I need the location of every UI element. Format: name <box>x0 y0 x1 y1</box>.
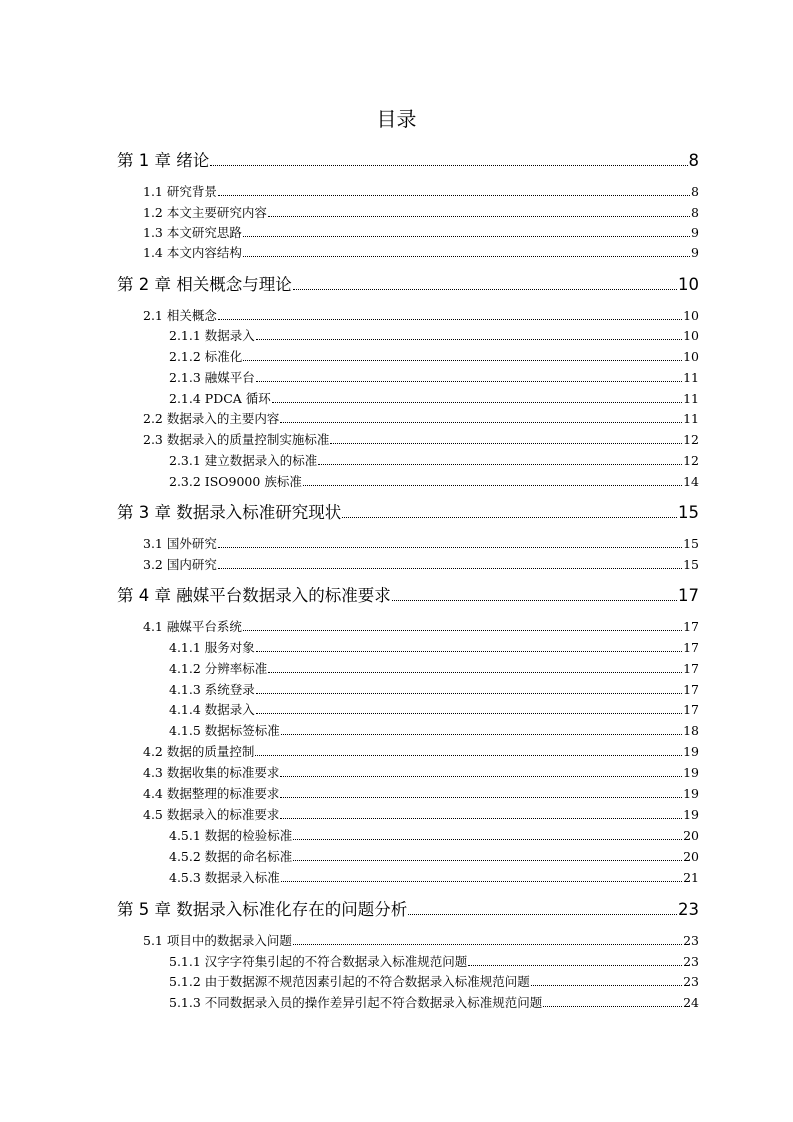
toc-entry[interactable] <box>169 721 699 739</box>
toc-entry-label: 4.1 融媒平台系统 <box>143 619 242 634</box>
toc-leader-dots <box>281 733 682 735</box>
toc-entry-page: 20 <box>683 849 699 864</box>
toc-leader-dots <box>531 984 682 986</box>
toc-leader-dots <box>268 671 682 673</box>
toc-leader-dots <box>318 463 682 465</box>
toc-entry-page: 10 <box>683 349 699 364</box>
toc-entry-page: 12 <box>683 432 699 447</box>
toc-entry[interactable] <box>143 409 699 427</box>
toc-entry-page: 14 <box>683 474 699 489</box>
toc-leader-dots <box>256 338 682 340</box>
toc-leader-dots <box>243 629 682 631</box>
toc-entry-label: 1.2 本文主要研究内容 <box>143 205 267 220</box>
toc-entry-page: 19 <box>683 744 699 759</box>
toc-leader-dots <box>293 838 682 840</box>
toc-entry-label: 4.5.2 数据的命名标准 <box>169 849 293 864</box>
toc-leader-dots <box>218 318 682 320</box>
toc-entry-label: 第 2 章 相关概念与理论 <box>117 275 292 294</box>
toc-entry-page: 11 <box>683 411 699 426</box>
toc-leader-dots <box>293 288 677 290</box>
toc-entry-page: 17 <box>683 640 699 655</box>
toc-leader-dots <box>218 567 682 569</box>
toc-leader-dots <box>293 943 682 945</box>
toc-entry[interactable] <box>169 347 699 365</box>
toc-entry[interactable] <box>169 993 699 1011</box>
toc-entry-page: 17 <box>683 702 699 717</box>
toc-entry[interactable] <box>169 847 699 865</box>
toc-entry[interactable] <box>143 784 699 802</box>
toc-leader-dots <box>280 796 682 798</box>
toc-entry-label: 4.2 数据的质量控制 <box>143 744 255 759</box>
toc-leader-dots <box>243 359 682 361</box>
toc-leader-dots <box>243 255 690 257</box>
toc-entry[interactable] <box>117 499 699 523</box>
toc-entry[interactable] <box>143 763 699 781</box>
toc-leader-dots <box>303 484 682 486</box>
toc-entry-page: 9 <box>691 225 699 240</box>
toc-entry-label: 2.3.2 ISO9000 族标准 <box>169 474 302 489</box>
toc-entry-page: 20 <box>683 828 699 843</box>
toc-entry-label: 3.2 国内研究 <box>143 557 217 572</box>
toc-leader-dots <box>218 546 682 548</box>
toc-entry[interactable] <box>143 534 699 552</box>
toc-entry-label: 第 3 章 数据录入标准研究现状 <box>117 503 342 522</box>
toc-entry[interactable] <box>143 203 699 221</box>
toc-leader-dots <box>293 859 682 861</box>
toc-entry[interactable] <box>169 659 699 677</box>
toc-entry[interactable] <box>143 742 699 760</box>
toc-entry-page: 15 <box>683 557 699 572</box>
toc-entry-label: 4.1.1 服务对象 <box>169 640 255 655</box>
toc-entry[interactable] <box>143 243 699 261</box>
toc-entry-page: 15 <box>683 536 699 551</box>
toc-entry[interactable] <box>169 368 699 386</box>
toc-leader-dots <box>272 401 682 403</box>
toc-entry-label: 2.1.1 数据录入 <box>169 328 255 343</box>
toc-entry-page: 17 <box>683 682 699 697</box>
toc-entry[interactable] <box>143 430 699 448</box>
toc-entry[interactable] <box>117 271 699 295</box>
toc-entry-page: 17 <box>683 661 699 676</box>
toc-entry-label: 2.2 数据录入的主要内容 <box>143 411 280 426</box>
toc-entry-label: 4.1.3 系统登录 <box>169 682 255 697</box>
toc-entry-label: 5.1.2 由于数据源不规范因素引起的不符合数据录入标准规范问题 <box>169 974 530 989</box>
toc-leader-dots <box>280 421 682 423</box>
toc-entry-label: 第 1 章 绪论 <box>117 151 210 170</box>
toc-entry-label: 4.3 数据收集的标准要求 <box>143 765 280 780</box>
toc-leader-dots <box>543 1005 682 1007</box>
toc-entry[interactable] <box>169 472 699 490</box>
toc-entry[interactable] <box>169 451 699 469</box>
toc-leader-dots <box>281 880 682 882</box>
toc-entry-label: 2.3.1 建立数据录入的标准 <box>169 453 318 468</box>
toc-entry-page: 9 <box>691 245 699 260</box>
toc-entry-page: 11 <box>683 391 699 406</box>
toc-leader-dots <box>342 516 677 518</box>
toc-entry-label: 3.1 国外研究 <box>143 536 217 551</box>
toc-leader-dots <box>330 442 682 444</box>
toc-leader-dots <box>280 817 682 819</box>
toc-entry[interactable] <box>117 582 699 606</box>
toc-entry-page: 17 <box>678 586 699 605</box>
toc-entry-page: 10 <box>683 328 699 343</box>
toc-entry[interactable] <box>117 896 699 920</box>
toc-entry-page: 11 <box>683 370 699 385</box>
toc-entry[interactable] <box>143 182 699 200</box>
toc-entry[interactable] <box>169 826 699 844</box>
toc-entry[interactable] <box>169 972 699 990</box>
toc-entry[interactable] <box>143 223 699 241</box>
toc-leader-dots <box>280 775 682 777</box>
toc-entry-label: 4.4 数据整理的标准要求 <box>143 786 280 801</box>
toc-entry-label: 5.1.3 不同数据录入员的操作差异引起不符合数据录入标准规范问题 <box>169 995 543 1010</box>
toc-entry-page: 23 <box>683 954 699 969</box>
toc-entry-label: 4.5 数据录入的标准要求 <box>143 807 280 822</box>
toc-entry[interactable] <box>169 638 699 656</box>
toc-entry-page: 19 <box>683 807 699 822</box>
toc-leader-dots <box>255 754 682 756</box>
toc-leader-dots <box>256 712 682 714</box>
toc-entry-page: 23 <box>683 974 699 989</box>
toc-entry-label: 4.1.4 数据录入 <box>169 702 255 717</box>
toc-entry-page: 23 <box>683 933 699 948</box>
toc-entry-label: 2.1.4 PDCA 循环 <box>169 391 271 406</box>
toc-entry[interactable] <box>143 555 699 573</box>
toc-entry-label: 第 4 章 融媒平台数据录入的标准要求 <box>117 586 391 605</box>
toc-leader-dots <box>210 164 687 166</box>
toc-leader-dots <box>256 380 682 382</box>
toc-entry-label: 1.4 本文内容结构 <box>143 245 242 260</box>
toc-entry-page: 17 <box>683 619 699 634</box>
toc-entry-page: 8 <box>691 205 699 220</box>
toc-entry-label: 4.1.5 数据标签标准 <box>169 723 280 738</box>
toc-entry[interactable] <box>117 147 699 171</box>
toc-entry-page: 19 <box>683 786 699 801</box>
toc-entry-label: 1.1 研究背景 <box>143 184 217 199</box>
toc-entry-label: 2.3 数据录入的质量控制实施标准 <box>143 432 330 447</box>
toc-entry-page: 15 <box>678 503 699 522</box>
toc-entry-label: 4.5.1 数据的检验标准 <box>169 828 293 843</box>
toc-entry-page: 10 <box>678 275 699 294</box>
toc-entry-label: 2.1.3 融媒平台 <box>169 370 255 385</box>
toc-leader-dots <box>243 235 690 237</box>
toc-title: 目录 <box>376 107 417 131</box>
toc-leader-dots <box>256 650 682 652</box>
toc-entry[interactable] <box>169 680 699 698</box>
toc-leader-dots <box>392 599 677 601</box>
toc-entry[interactable] <box>169 389 699 407</box>
toc-entry-label: 2.1 相关概念 <box>143 308 217 323</box>
toc-entry-label: 4.1.2 分辨率标准 <box>169 661 268 676</box>
toc-entry[interactable] <box>169 326 699 344</box>
toc-entry-page: 19 <box>683 765 699 780</box>
toc-leader-dots <box>468 964 682 966</box>
toc-entry-page: 18 <box>683 723 699 738</box>
toc-entry-label: 4.5.3 数据录入标准 <box>169 870 280 885</box>
toc-entry-page: 21 <box>683 870 699 885</box>
toc-entry-label: 第 5 章 数据录入标准化存在的问题分析 <box>117 900 408 919</box>
toc-entry-label: 1.3 本文研究思路 <box>143 225 242 240</box>
toc-entry-page: 8 <box>688 151 699 170</box>
toc-entry[interactable] <box>143 617 699 635</box>
toc-entry-page: 23 <box>678 900 699 919</box>
toc-entry[interactable] <box>169 700 699 718</box>
toc-entry-page: 10 <box>683 308 699 323</box>
toc-entry[interactable] <box>143 805 699 823</box>
toc-entry[interactable] <box>143 931 699 949</box>
toc-entry-page: 8 <box>691 184 699 199</box>
toc-leader-dots <box>218 194 690 196</box>
toc-entry-label: 2.1.2 标准化 <box>169 349 243 364</box>
toc-entry[interactable] <box>143 306 699 324</box>
toc-entry-page: 12 <box>683 453 699 468</box>
toc-entry-label: 5.1 项目中的数据录入问题 <box>143 933 292 948</box>
toc-entry-page: 24 <box>683 995 699 1010</box>
toc-entry[interactable] <box>169 952 699 970</box>
toc-entry[interactable] <box>169 868 699 886</box>
toc-entry-label: 5.1.1 汉字字符集引起的不符合数据录入标准规范问题 <box>169 954 468 969</box>
toc-leader-dots <box>408 913 677 915</box>
toc-leader-dots <box>256 692 682 694</box>
toc-leader-dots <box>268 215 690 217</box>
